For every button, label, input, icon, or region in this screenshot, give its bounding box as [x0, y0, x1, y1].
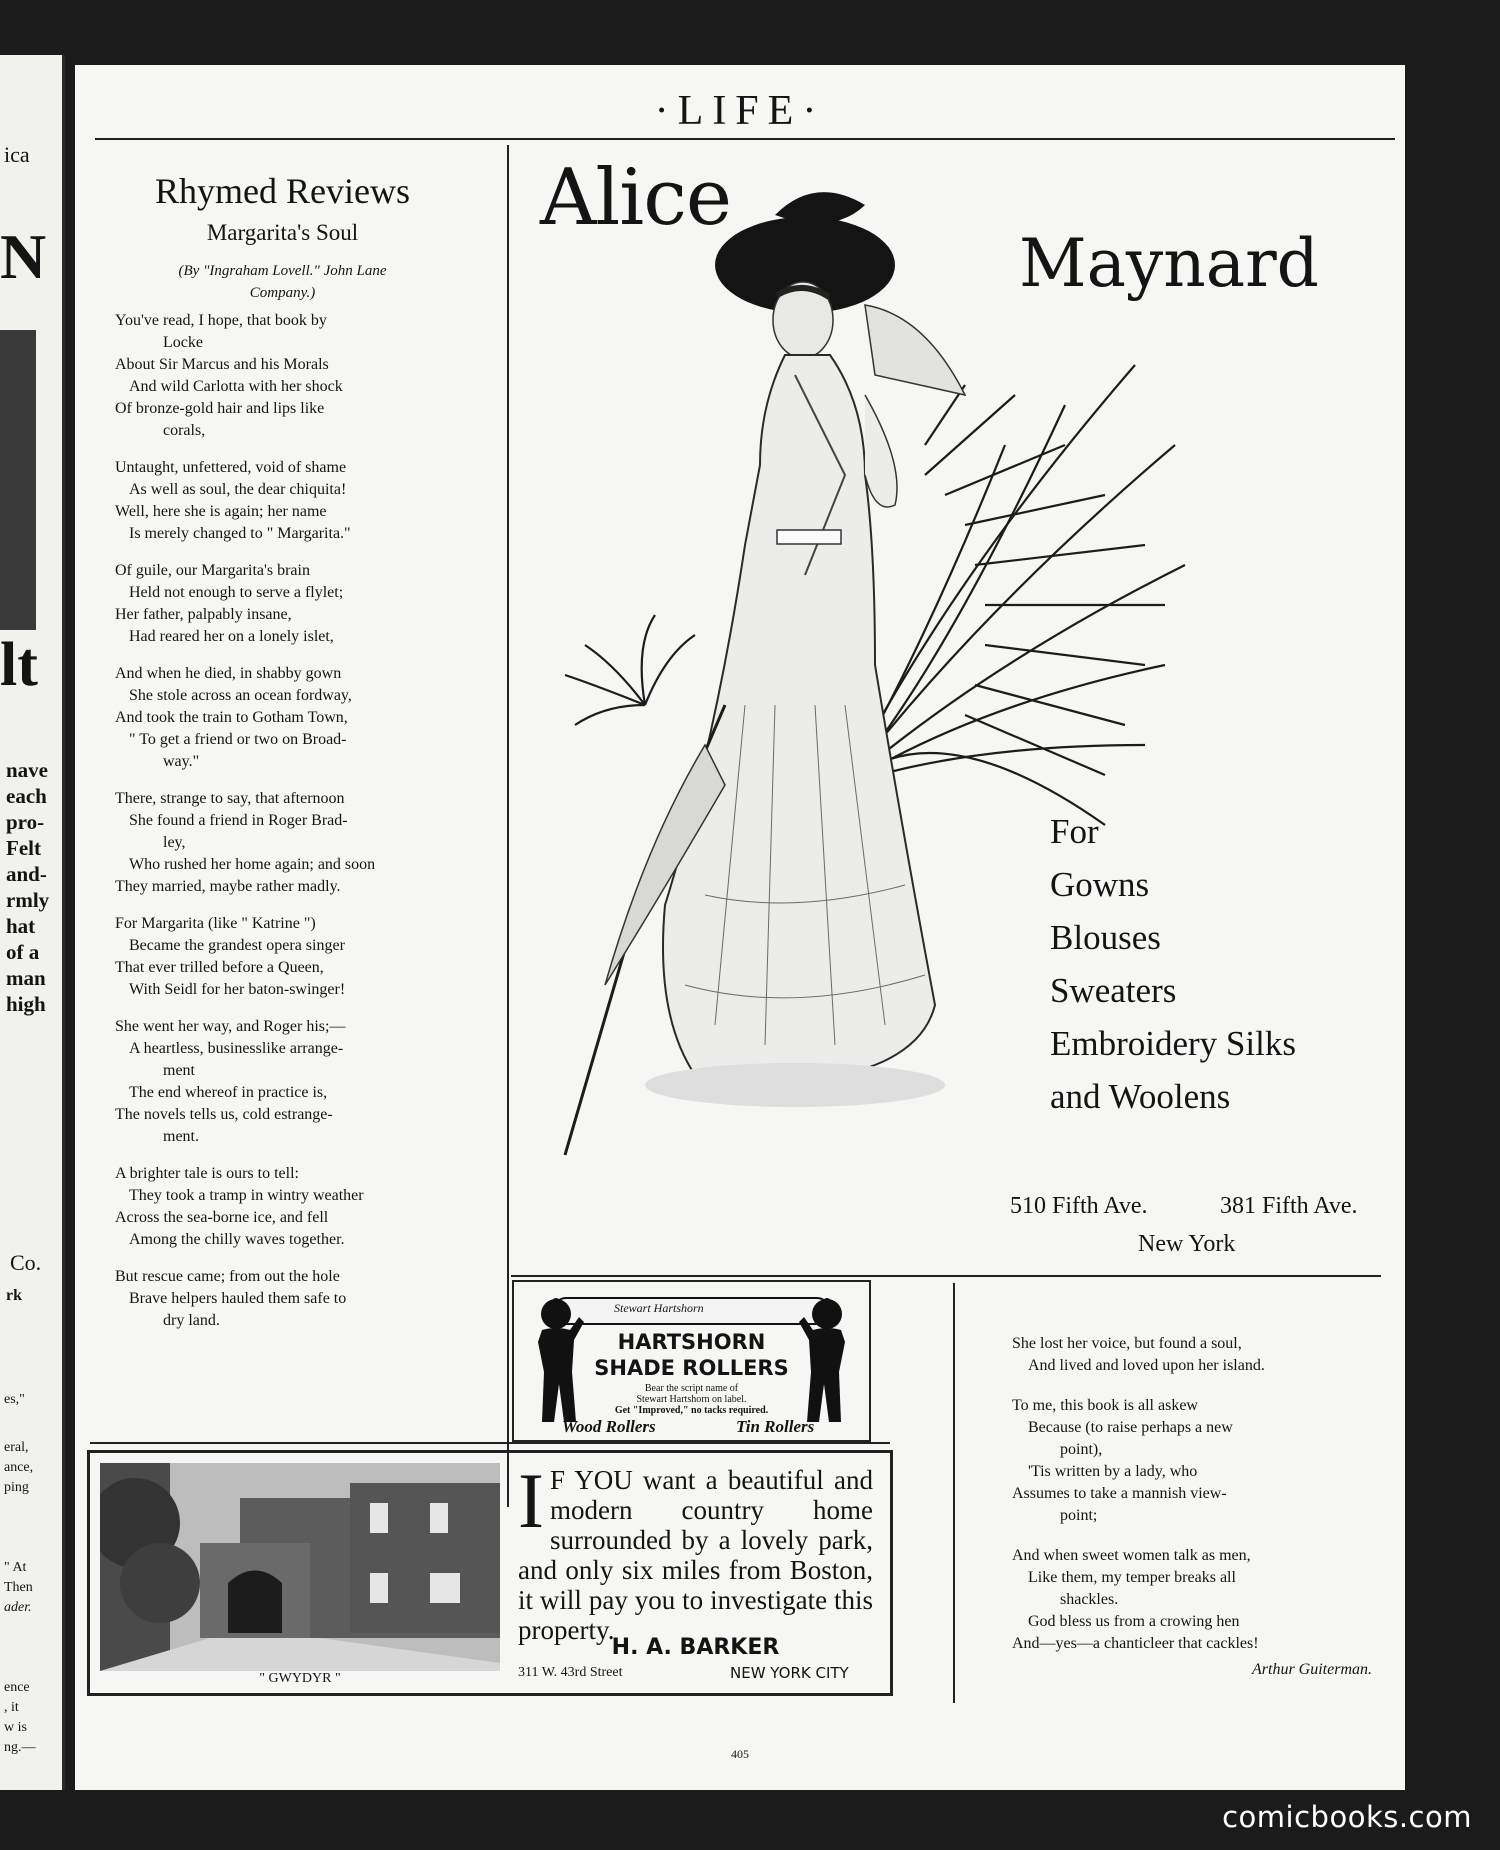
poem-credit [115, 260, 450, 304]
poem-stanza [115, 310, 450, 442]
ad-divider [511, 1275, 1381, 1277]
poem-line: She found a friend in Roger Brad- [129, 812, 348, 829]
fragment-text: " At [4, 1560, 27, 1575]
poem-line: 'Tis written by a lady, who [1028, 1463, 1198, 1480]
poem-line: Of bronze-gold hair and lips like [115, 400, 325, 417]
fragment-text: ence [4, 1680, 30, 1695]
poem-line: Held not enough to serve a flylet; [129, 584, 344, 601]
poem-body [115, 310, 450, 1332]
poem-stanza [1012, 1395, 1372, 1527]
fragment-text: Felt [6, 836, 41, 860]
fragment-text: eral, [4, 1440, 29, 1455]
small-line: Bear the script name of [644, 1383, 739, 1394]
poem-line: Like them, my temper breaks all [1028, 1569, 1236, 1586]
poem-line: Had reared her on a lonely islet, [129, 628, 334, 645]
fragment-text: , it [4, 1700, 19, 1715]
poem-line: And wild Carlotta with her shock [129, 378, 343, 395]
drop-cap: I [518, 1457, 544, 1544]
poem-line: The novels tells us, cold estrange- [115, 1106, 333, 1123]
column-divider [953, 1283, 955, 1703]
photo-caption: " GWYDYR " [259, 1671, 341, 1686]
house-photo [100, 1463, 500, 1671]
poem-line: Untaught, unfettered, void of shame [115, 459, 347, 476]
poem-line: About Sir Marcus and his Morals [115, 356, 329, 373]
product-line: Gowns [1050, 865, 1150, 904]
page-number: 405 [731, 1747, 749, 1761]
address-1: 510 Fifth Ave. [1010, 1193, 1148, 1219]
poem-line: Brave helpers hauled them safe to [129, 1290, 347, 1307]
poem-line: That ever trilled before a Queen, [115, 959, 324, 976]
poem-line: Among the chilly waves together. [129, 1231, 345, 1248]
tin-rollers-label: Tin Rollers [736, 1417, 815, 1436]
address-city: New York [1138, 1231, 1236, 1257]
poem-line: corals, [163, 422, 206, 439]
poem-line: A brighter tale is ours to tell: [115, 1165, 299, 1182]
poem-line: The end whereof in practice is, [129, 1084, 328, 1101]
watermark: comicbooks.com [1222, 1800, 1472, 1834]
poem-line: They married, maybe rather madly. [115, 878, 341, 895]
magazine-page [75, 65, 1405, 1790]
left-page-fragment [0, 55, 65, 1790]
poem-line: You've read, I hope, that book by [115, 312, 327, 329]
poem-line: But rescue came; from out the hole [115, 1268, 340, 1285]
poem-stanza [115, 1163, 450, 1251]
barker-body: F YOU want a beautiful and modern country home surrounded by a lovely park, and only six miles from Boston, it will pay you to investigate this property. [518, 1465, 873, 1645]
fragment-text: ica [4, 142, 30, 167]
brand-name-first: Alice [540, 153, 732, 243]
hartshorn-line-1: HARTSHORN [617, 1330, 766, 1354]
fragment-text: lt [0, 631, 38, 699]
poem-line: ment [163, 1062, 195, 1079]
product-line: For [1050, 812, 1099, 851]
poem-line: And when sweet women talk as men, [1012, 1547, 1251, 1564]
poem-line: Of guile, our Margarita's brain [115, 562, 310, 579]
fragment-text: N [0, 221, 47, 292]
poem-line: God bless us from a crowing hen [1028, 1613, 1240, 1630]
fragment-text: rmly [6, 888, 50, 912]
hartshorn-ad [512, 1280, 871, 1442]
brand-name-last: Maynard [1019, 225, 1319, 302]
poem-line: There, strange to say, that afternoon [115, 790, 345, 807]
fragment-text: Then [4, 1580, 33, 1595]
address-2: 381 Fifth Ave. [1220, 1193, 1358, 1219]
poem-line: As well as soul, the dear chiquita! [129, 481, 347, 498]
poem-line: Who rushed her home again; and soon [129, 856, 376, 873]
poem-line: Locke [163, 334, 203, 351]
product-line: and Woolens [1050, 1077, 1231, 1116]
poem-line: point; [1060, 1507, 1098, 1524]
poem-line: And took the train to Gotham Town, [115, 709, 348, 726]
fragment-text: ader. [4, 1600, 32, 1615]
poem-line: With Seidl for her baton-swinger! [129, 981, 346, 998]
poem-line: dry land. [163, 1312, 220, 1329]
fragment-text: each [6, 784, 47, 808]
poem-stanza [115, 788, 450, 898]
poem-line: And lived and loved upon her island. [1028, 1357, 1265, 1374]
barker-ad [87, 1450, 893, 1696]
roller-script: Stewart Hartshorn [614, 1301, 704, 1315]
poem-line: Her father, palpably insane, [115, 606, 292, 623]
small-line: Get "Improved," no tacks required. [614, 1405, 769, 1416]
wood-rollers-label: Wood Rollers [562, 1417, 656, 1436]
fragment-image [0, 330, 36, 630]
rhymed-reviews-column [115, 170, 450, 1347]
credit-line: (By "Ingraham Lovell." John Lane [178, 263, 387, 279]
fragment-text: pro- [6, 810, 45, 834]
poem-line: They took a tramp in wintry weather [129, 1187, 364, 1204]
poem-line: way." [163, 753, 200, 770]
poem-line: For Margarita (like " Katrine ") [115, 915, 316, 932]
ad-divider [90, 1442, 890, 1444]
fragment-text: man [6, 966, 46, 990]
poem-line: Well, here she is again; her name [115, 503, 327, 520]
barker-name: H. A. BARKER [611, 1635, 780, 1660]
poem-line: Is merely changed to " Margarita." [129, 525, 351, 542]
poem-line: She went her way, and Roger his;— [115, 1018, 346, 1035]
poem-stanza [115, 913, 450, 1001]
poem-line: ley, [163, 834, 186, 851]
small-line: Stewart Hartshorn on label. [636, 1394, 747, 1405]
poem-line: Assumes to take a mannish view- [1012, 1485, 1227, 1502]
poem-line: And when he died, in shabby gown [115, 665, 342, 682]
masthead: ·LIFE· [654, 88, 826, 134]
product-line: Embroidery Silks [1050, 1024, 1296, 1063]
product-line: Blouses [1050, 918, 1161, 957]
product-list [1050, 805, 1296, 1123]
header-rule [95, 138, 1395, 140]
fragment-text: ng.— [4, 1740, 36, 1755]
barker-city: NEW YORK CITY [730, 1664, 849, 1682]
poem-line: She stole across an ocean fordway, [129, 687, 352, 704]
column-divider [507, 145, 509, 1507]
poem-author: Arthur Guiterman. [1252, 1661, 1372, 1678]
poem-line: shackles. [1060, 1591, 1119, 1608]
poem-stanza [115, 1266, 450, 1332]
poem-line: Became the grandest opera singer [129, 937, 345, 954]
fragment-text: ance, [4, 1460, 34, 1475]
poem-line: She lost her voice, but found a soul, [1012, 1335, 1242, 1352]
poem-subtitle: Margarita's Soul [206, 220, 359, 245]
fragment-text: of a [6, 940, 40, 964]
fragment-text: high [6, 992, 46, 1016]
poem-line: To me, this book is all askew [1012, 1397, 1198, 1414]
barker-body-text [518, 1457, 873, 1645]
poem-line: " To get a friend or two on Broad- [129, 731, 347, 748]
poem-title: Rhymed Reviews [155, 171, 410, 211]
poem-stanza [115, 560, 450, 648]
fragment-text: w is [4, 1720, 27, 1735]
poem-stanza [115, 457, 450, 545]
fragment-text: hat [6, 914, 36, 938]
poem-line: ment. [163, 1128, 199, 1145]
product-line: Sweaters [1050, 971, 1177, 1010]
poem-continued [1012, 1333, 1372, 1681]
fragment-text: ping [4, 1480, 29, 1495]
poem-line: Because (to raise perhaps a new [1028, 1419, 1233, 1436]
fragment-text: es," [4, 1392, 25, 1407]
fragment-text: nave [6, 758, 48, 782]
poem-line: And—yes—a chanticleer that cackles! [1012, 1635, 1259, 1652]
fragment-text: Co. [10, 1250, 42, 1275]
credit-line: Company.) [249, 285, 316, 301]
fragment-text: rk [6, 1287, 22, 1304]
poem-stanza [1012, 1545, 1372, 1655]
poem-line: point), [1060, 1441, 1103, 1458]
poem-stanza [1012, 1333, 1372, 1377]
barker-address: 311 W. 43rd Street [518, 1665, 623, 1680]
poem-line: A heartless, businesslike arrange- [129, 1040, 344, 1057]
poem-stanza [115, 663, 450, 773]
hartshorn-small-print [514, 1383, 869, 1416]
fragment-text: and- [6, 862, 47, 886]
poem-stanza [115, 1016, 450, 1148]
hartshorn-line-2: SHADE ROLLERS [594, 1356, 789, 1380]
poem-line: Across the sea-borne ice, and fell [115, 1209, 329, 1226]
